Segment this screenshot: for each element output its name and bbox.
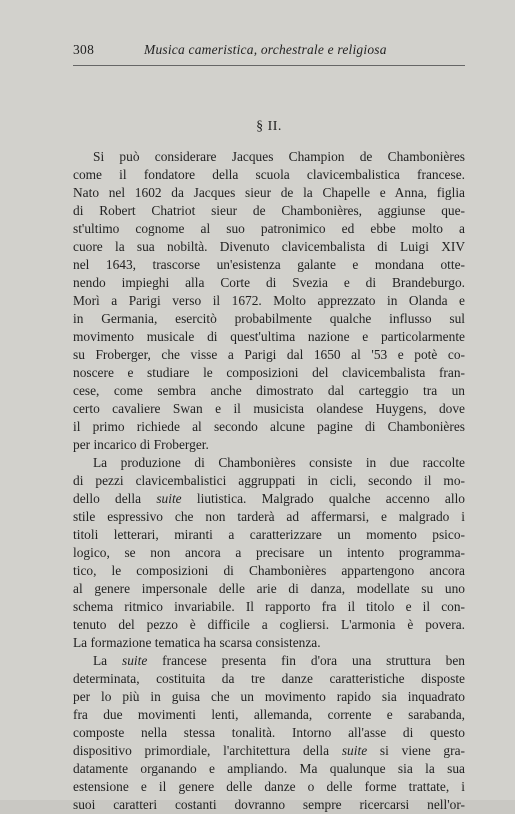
text-line: Morì a Parigi verso il 1672. Molto apprezzato in Olanda e (73, 293, 465, 308)
text-fragment: dello della (73, 491, 142, 506)
text-line: cuore la sua nobiltà. Divenuto clavicembalista di Luigi XIV (73, 239, 465, 254)
text-line: per incarico di Froberger. (73, 437, 209, 452)
page-number: 308 (73, 42, 95, 57)
text-line: il primo richiede al secondo alcune pagine di Chambonières (73, 419, 465, 434)
text-line: Si può considerare Jacques Champion de Chambonières (93, 149, 465, 164)
text-line: come il fondatore della scuola clavicembalistica francese. (73, 167, 465, 182)
text-line: tico, le composizioni di Chambonières appartengono ancora (73, 563, 465, 578)
text-line: La produzione di Chambonières consiste in due raccolte (93, 455, 465, 470)
text-fragment: La (93, 653, 108, 668)
text-line: certo cavaliere Swan e il musicista olandese Huygens, dove (73, 401, 465, 416)
text-fragment: francese presenta fin d'ora una struttura ben (162, 653, 465, 668)
text-line: tenuto del pezzo è difficile a cogliersi. L'armonia è povera. (73, 617, 465, 632)
text-line: noscere e studiare le composizioni del clavicembalista fran- (73, 365, 465, 380)
text-line: al genere impersonale delle arie di danza, modellate su uno (73, 581, 465, 596)
text-line (73, 742, 465, 760)
text-line: su Froberger, che visse a Parigi dal 1650 al '53 e potè co- (73, 347, 465, 362)
italic-term: suite (122, 653, 148, 668)
text-line: composte nella stessa tonalità. Intorno all'asse di questo (73, 725, 465, 740)
text-line: fra due movimenti lenti, allemanda, corrente e sarabanda, (73, 707, 465, 722)
text-fragment: dispositivo primordiale, l'architettura della (73, 743, 330, 758)
text-line: nel 1643, trascorse un'esistenza galante e mondana otte- (73, 257, 465, 272)
text-line: stile espressivo che non tarderà ad affermarsi, e malgrado i (73, 509, 465, 524)
text-line: schema ritmico invariabile. Il rapporto fra il titolo e il con- (73, 599, 465, 614)
text-line: logico, se non ancora a precisare un intento programma- (73, 545, 465, 560)
text-line: Nato nel 1602 da Jacques sieur de la Chapelle e Anna, figlia (73, 185, 465, 200)
text-line: movimento musicale di quest'ultima nazione e particolarmente (73, 329, 465, 344)
text-line: st'ultimo cognome al suo patronimico ed ebbe molto a (73, 221, 465, 236)
text-line (73, 490, 465, 508)
text-line: per lo più in guisa che un movimento rapido sia inquadrato (73, 689, 465, 704)
text-line: determinata, costituita da tre danze caratteristiche disposte (73, 671, 465, 686)
text-line: datamente organando e ampliando. Ma qualunque sia la sua (73, 761, 465, 776)
header-rule (73, 65, 465, 66)
text-line: di Robert Chatriot sieur de Chambonières, aggiunse que- (73, 203, 465, 218)
text-line: nendo impieghi alla Corte di Svezia e di Brandeburgo. (73, 275, 465, 290)
text-line: titoli letterari, miranti a caratterizzare un momento psico- (73, 527, 465, 542)
body-text (73, 148, 465, 814)
text-line: La formazione tematica ha scarsa consistenza. (73, 635, 321, 650)
text-line: cese, come sembra anche dimostrato dal carteggio tra un (73, 383, 465, 398)
section-heading: § II. (256, 119, 282, 134)
text-line: di pezzi clavicembalistici aggruppati in cicli, secondo il mo- (73, 473, 465, 488)
text-line: estensione e il genere delle danze o delle forme trattate, i (73, 779, 465, 794)
text-fragment: si viene gra- (379, 743, 465, 758)
page-header (73, 42, 465, 62)
text-fragment: liutistica. Malgrado qualche accenno allo (196, 491, 465, 506)
italic-term: suite (156, 491, 182, 506)
italic-term: suite (341, 743, 368, 758)
running-head: Musica cameristica, orchestrale e religiosa (144, 42, 387, 57)
text-line (73, 652, 465, 670)
text-line: suoi caratteri costanti dovranno sempre ricercarsi nell'or- (73, 797, 465, 812)
text-line: in Germania, esercitò probabilmente qualche influsso sul (73, 311, 465, 326)
